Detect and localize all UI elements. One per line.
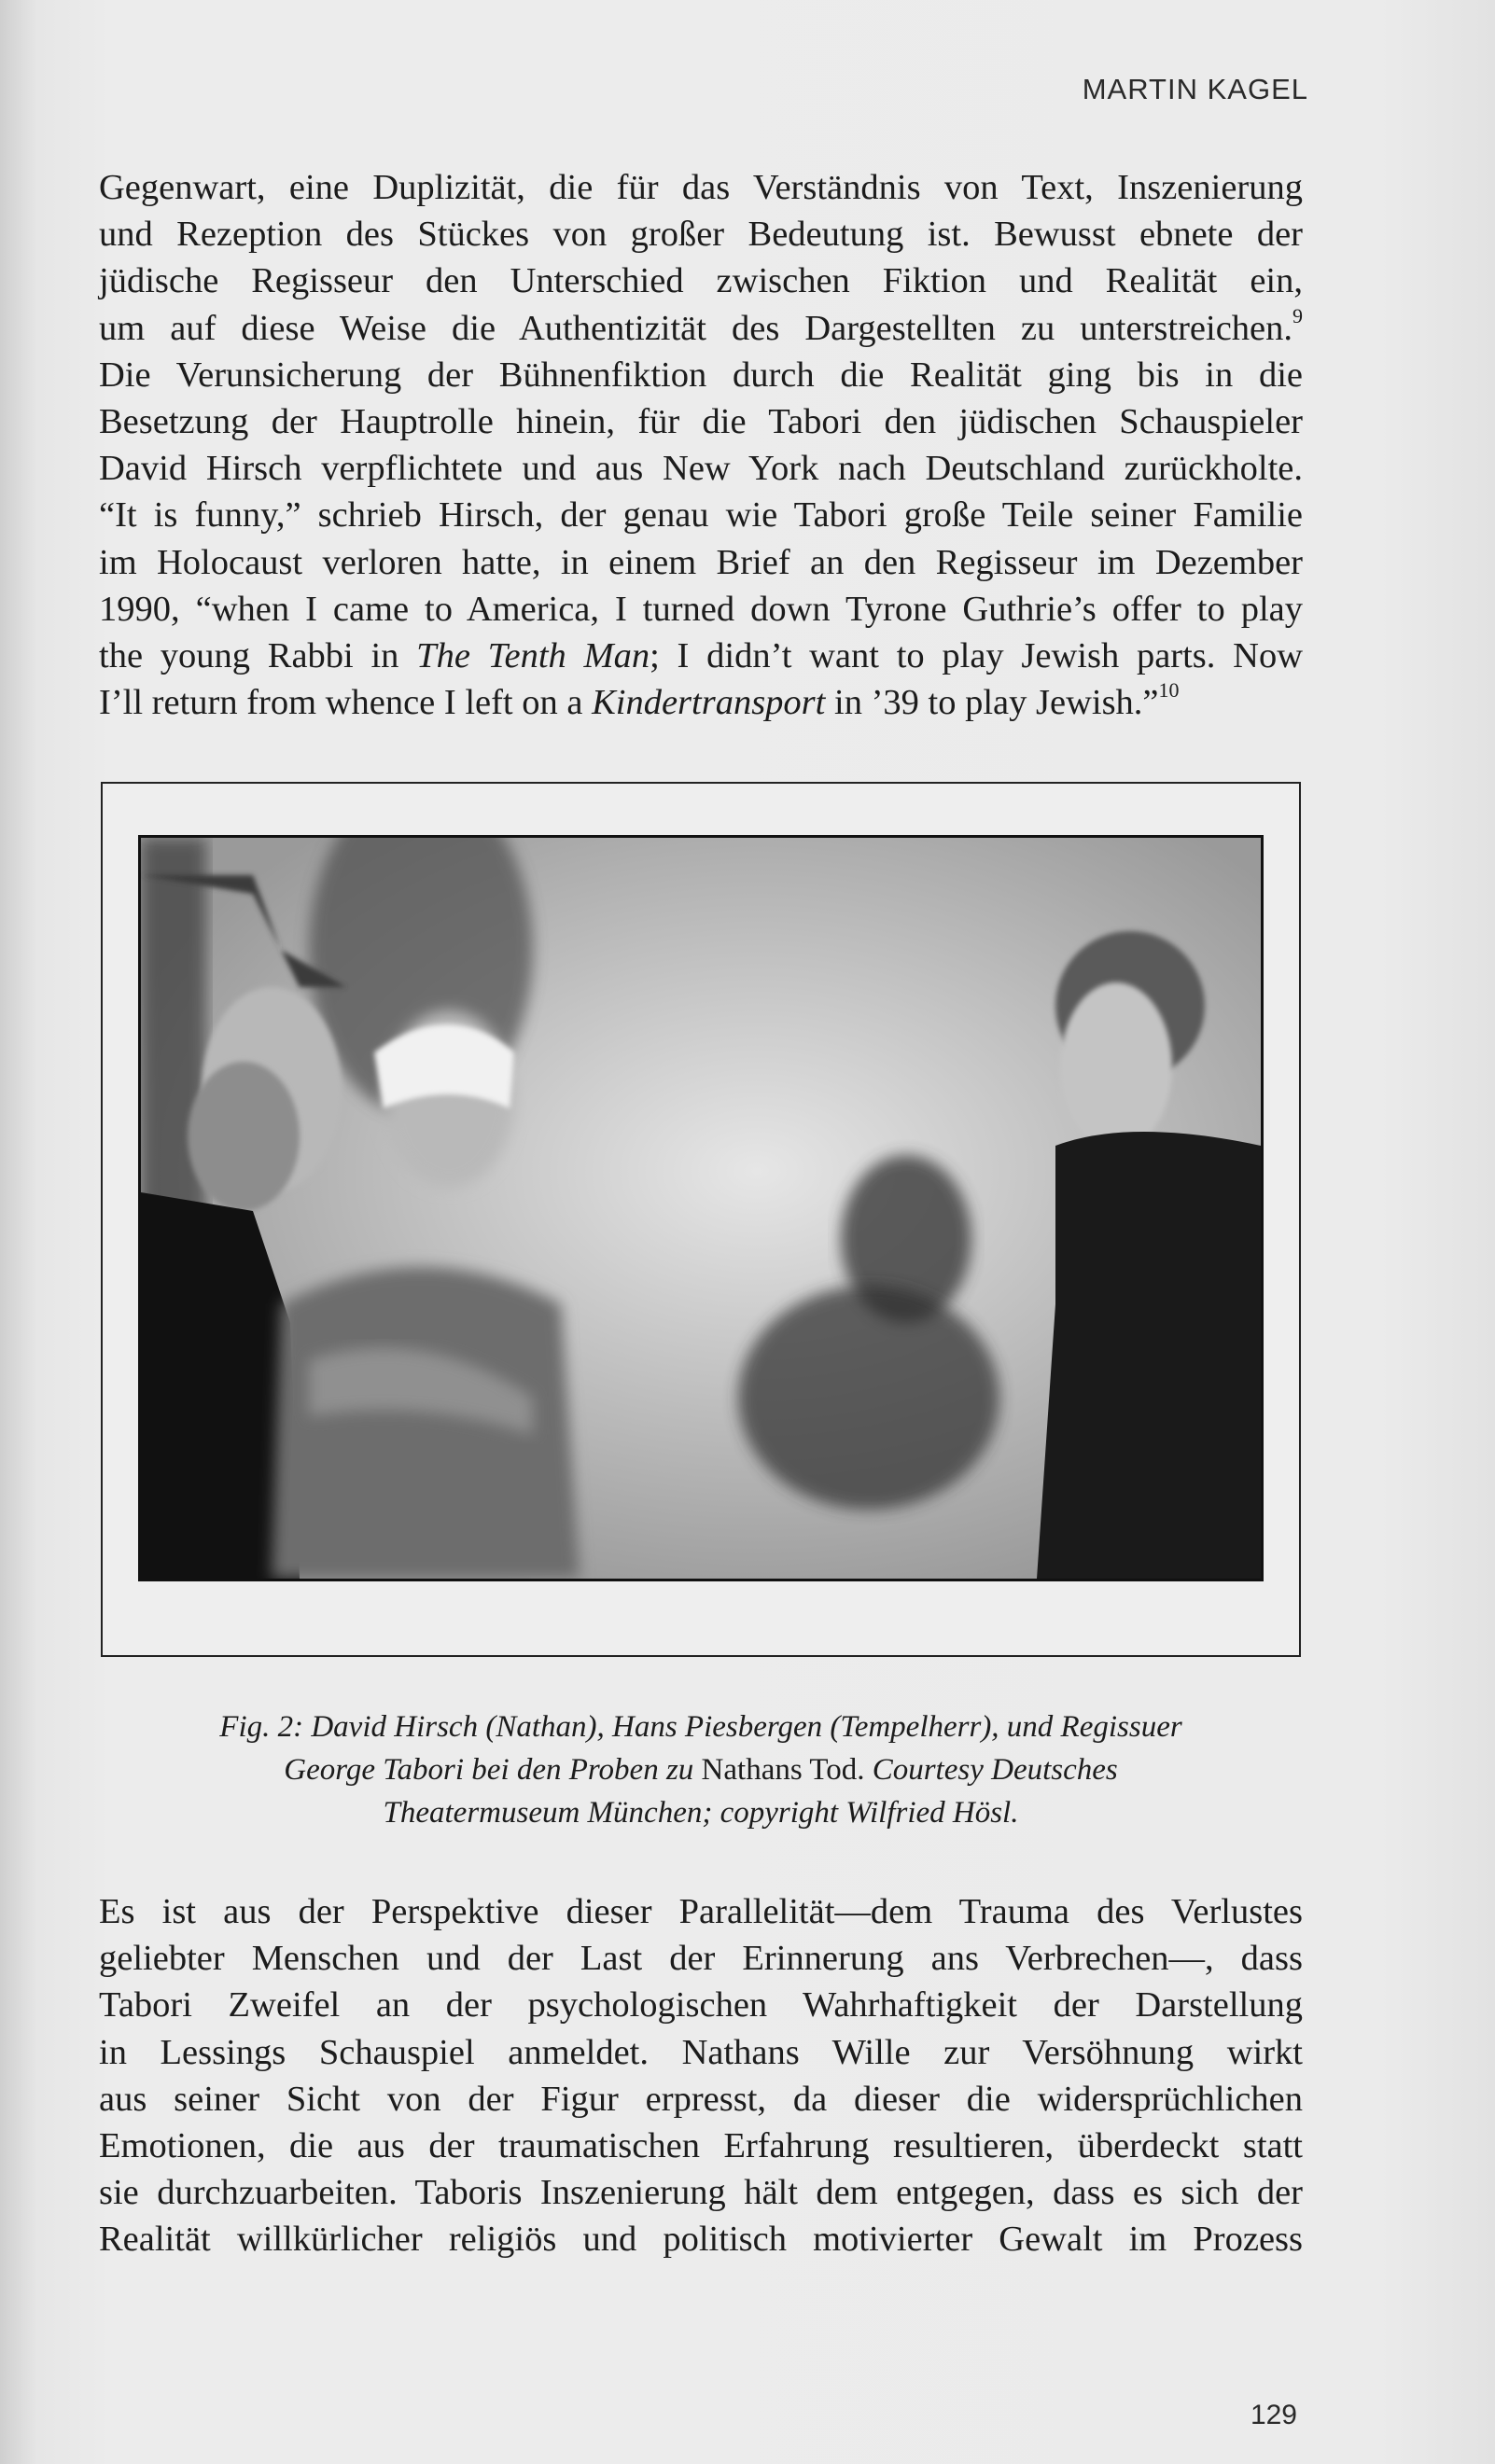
text-line-with-footnote (99, 305, 1303, 352)
text-segment: I’ll return from whence I left on a (99, 683, 593, 723)
text-line: im Holocaust verloren hatte, in einem Brief an den Regisseur im Dezember (99, 542, 1303, 582)
caption-segment: George Tabori bei den Proben zu (284, 1753, 702, 1787)
text-line: “It is funny,” schrieb Hirsch, der genau wie Tabori große Teile seiner Familie (99, 495, 1303, 536)
text-segment: in ’39 to play Jewish.” (825, 683, 1159, 723)
text-line-with-title (99, 679, 1303, 726)
text-line: Es ist aus der Perspektive dieser Parallelität—dem Trauma des Verlustes (99, 1892, 1303, 1931)
text-line: aus seiner Sicht von der Figur erpresst, da dieser die widersprüchlichen (99, 2079, 1303, 2119)
text-line-with-title (99, 633, 1303, 679)
text-line: David Hirsch verpflichtete und aus New York nach Deutschland zurückholte. (99, 449, 1303, 489)
footnote-marker: 9 (1292, 303, 1303, 327)
text-line: Gegenwart, eine Duplizität, die für das Verständnis von Text, Inszenierung (99, 168, 1303, 207)
text-segment: um auf diese Weise die Authentizität des Dargestellten zu unterstreichen. (99, 308, 1292, 348)
photo-illustration (141, 838, 1261, 1579)
caption-line (101, 1748, 1301, 1791)
footnote-marker: 10 (1158, 678, 1180, 703)
text-line: 1990, “when I came to America, I turned down Tyrone Guthrie’s offer to play (99, 589, 1303, 629)
play-title: The Tenth Man (416, 636, 650, 676)
caption-line: Fig. 2: David Hirsch (Nathan), Hans Piesbergen (Tempelherr), und Regissuer (219, 1710, 1182, 1744)
caption-segment: Courtesy Deutsches (864, 1753, 1118, 1787)
text-line: Die Verunsicherung der Bühnenfiktion durch die Realität ging bis in die (99, 355, 1303, 395)
text-line: sie durchzuarbeiten. Taboris Inszenierung hält dem entgegen, dass es sich der (99, 2173, 1303, 2213)
text-line: Besetzung der Hauptrolle hinein, für die Tabori den jüdischen Schauspieler (99, 402, 1303, 442)
text-segment: the young Rabbi in (99, 636, 417, 676)
text-line: Realität willkürlicher religiös und politisch motivierter Gewalt im Prozess (99, 2220, 1303, 2260)
text-line: jüdische Regisseur den Unterschied zwischen Fiktion und Realität ein, (99, 261, 1303, 301)
italic-term: Kindertransport (592, 683, 826, 723)
text-line: in Lessings Schauspiel anmeldet. Nathans Wille zur Versöhnung wirkt (99, 2032, 1303, 2072)
page-number: 129 (1250, 2400, 1297, 2430)
text-line: Tabori Zweifel an der psychologischen Wahrhaftigkeit der Darstellung (99, 1985, 1303, 2025)
text-line: Emotionen, die aus der traumatischen Erfahrung resultieren, überdeckt statt (99, 2126, 1303, 2166)
text-line: geliebter Menschen und der Last der Erinnerung ans Verbrechen—, dass (99, 1939, 1303, 1979)
caption-line: Theatermuseum München; copyright Wilfried Hösl. (383, 1796, 1019, 1830)
caption-play-title: Nathans Tod. (701, 1753, 865, 1787)
text-line: und Rezeption des Stückes von großer Bedeutung ist. Bewusst ebnete der (99, 215, 1303, 255)
paragraph-1 (99, 164, 1303, 726)
figure-caption (101, 1705, 1301, 1834)
paragraph-2 (99, 1888, 1303, 2263)
text-segment: ; I didn’t want to play Jewish parts. Now (650, 636, 1304, 676)
running-head: MARTIN KAGEL (1082, 73, 1308, 105)
rehearsal-photo (138, 835, 1264, 1581)
